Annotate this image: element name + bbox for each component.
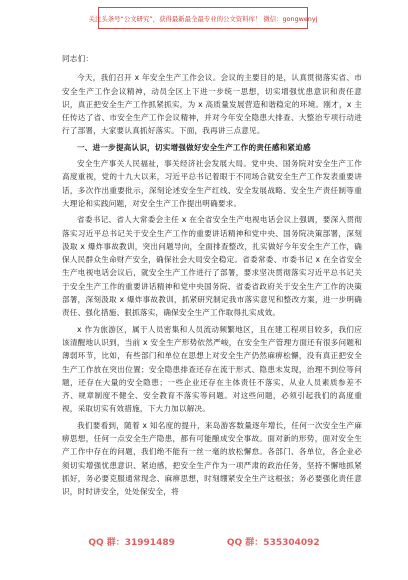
- watermark-banner: [88, 7, 318, 29]
- footer-contacts: [0, 535, 408, 548]
- banner-text: 关注头条号“公文研究”，获得最新最全最专业的公文资料库！ 微信：gongwenyj: [88, 14, 318, 23]
- paragraph-2: 安全生产事关人民福祉，事关经济社会发展大局。党中央、国务院对安全生产工作高度重视，党的十九大以来，习近平总书记着眼于不同场合就安全生产工作发表重要讲话，多次作出重要批示，深刻论述安全生产红线、安全发展战略、安全生产责任制等重大理论和实践问题，对安全生产工作提出明确要求。: [62, 159, 362, 208]
- document-body: [62, 52, 362, 502]
- qq-group-2: QQ 群：535304092: [226, 538, 320, 548]
- section-heading-1: 一、进一步提高认识，切实增强做好安全生产工作的责任感和紧迫感: [77, 142, 311, 152]
- paragraph-intro: 今天，我们召开 x 年安全生产工作会议。会议的主要目的是，认真贯彻落实省、市安全生产工作会议精神，动员全区上下进一步统一思想，切实增强忧患意识和责任意识，真正把安全生产工作抓紧抓实，为 x 高质量发展营造和谐稳定的环境。刚才，x 主任传达了省、市安全生产工作会议精神，并对今年安全隐患大排查、大整治专项行动进行了部署，大家要认真抓好落实。下面，我再讲三点意见。: [62, 73, 362, 136]
- qq-group-1: QQ 群：31991489: [88, 538, 175, 548]
- paragraph-3: 省委书记、省人大常委会主任 x 在全省安全生产电视电话会议上强调，要深入贯彻落实习近平总书记关于安全生产工作的重要讲话精神和党中央、国务院决策部署，深刻汲取 x 爆炸事故教训，突出问题导向，全面排查整改，扎实做好今年安全生产工作，确保人民群众生命财产安全，确保社会大局安全稳定。省委常委、市委书记 x 在全省安全生产电视电话会议后，就安全生产工作进行了部署，要求坚决贯彻落实习近平总书记关于安全生产工作的重要讲话精神和党中央国务院、省委省政府关于安全生产工作的决策部署，深刻汲取 x 爆炸事故教训，抓紧研究制定我市落实意见和整改方案，进一步明确责任、强化措施、狠抓落实，确保安全生产工作取得扎实成效。: [62, 215, 362, 318]
- paragraph-5: 我们要看到，随着 x 知名度的提升，来岛游客数量逐年增长，任何一次安全生产麻痹思想，任何一点安全生产隐患，都有可能酿成安全事故。面对新的形势，面对安全生产工作中存在的问题，我们绝不能有一丝一毫的放松懈怠。各部门、各单位，各企业必须切实增强忧患意识、紧迫感，把安全生产作为一项严肃的政治任务，坚持不懈地抓紧抓好，务必要克服通常现念、麻痹思想，时刻绷紧安全生产这根弦；务必要强化责任意识，时时讲安全，处处保安全，将: [62, 420, 362, 497]
- paragraph-4: x 作为旅游区，属于人员密集和人员流动频繁地区，且在建工程项目较多，我们应该清醒地认识到，当前 x 安全生产形势依然严峻，在安全生产管理方面还有很多问题和薄弱环节，比如，有些部门和单位在思想上对安全生产仍然麻痹松懈，没有真正把安全生产工作放在突出位置；安全隐患排查还存在流于形式、隐患未发现，治理不到位等问题，还存在大量的安全隐患；一些企业还存在主体责任不落实、从业人员素质参差不齐、规章制度不健全、安全教育不落实等问题。对这些问题，必须引起我们的高度重视，采取切实有效措施，下大力加以解决。: [62, 324, 362, 414]
- greeting: 同志们：: [62, 54, 94, 63]
